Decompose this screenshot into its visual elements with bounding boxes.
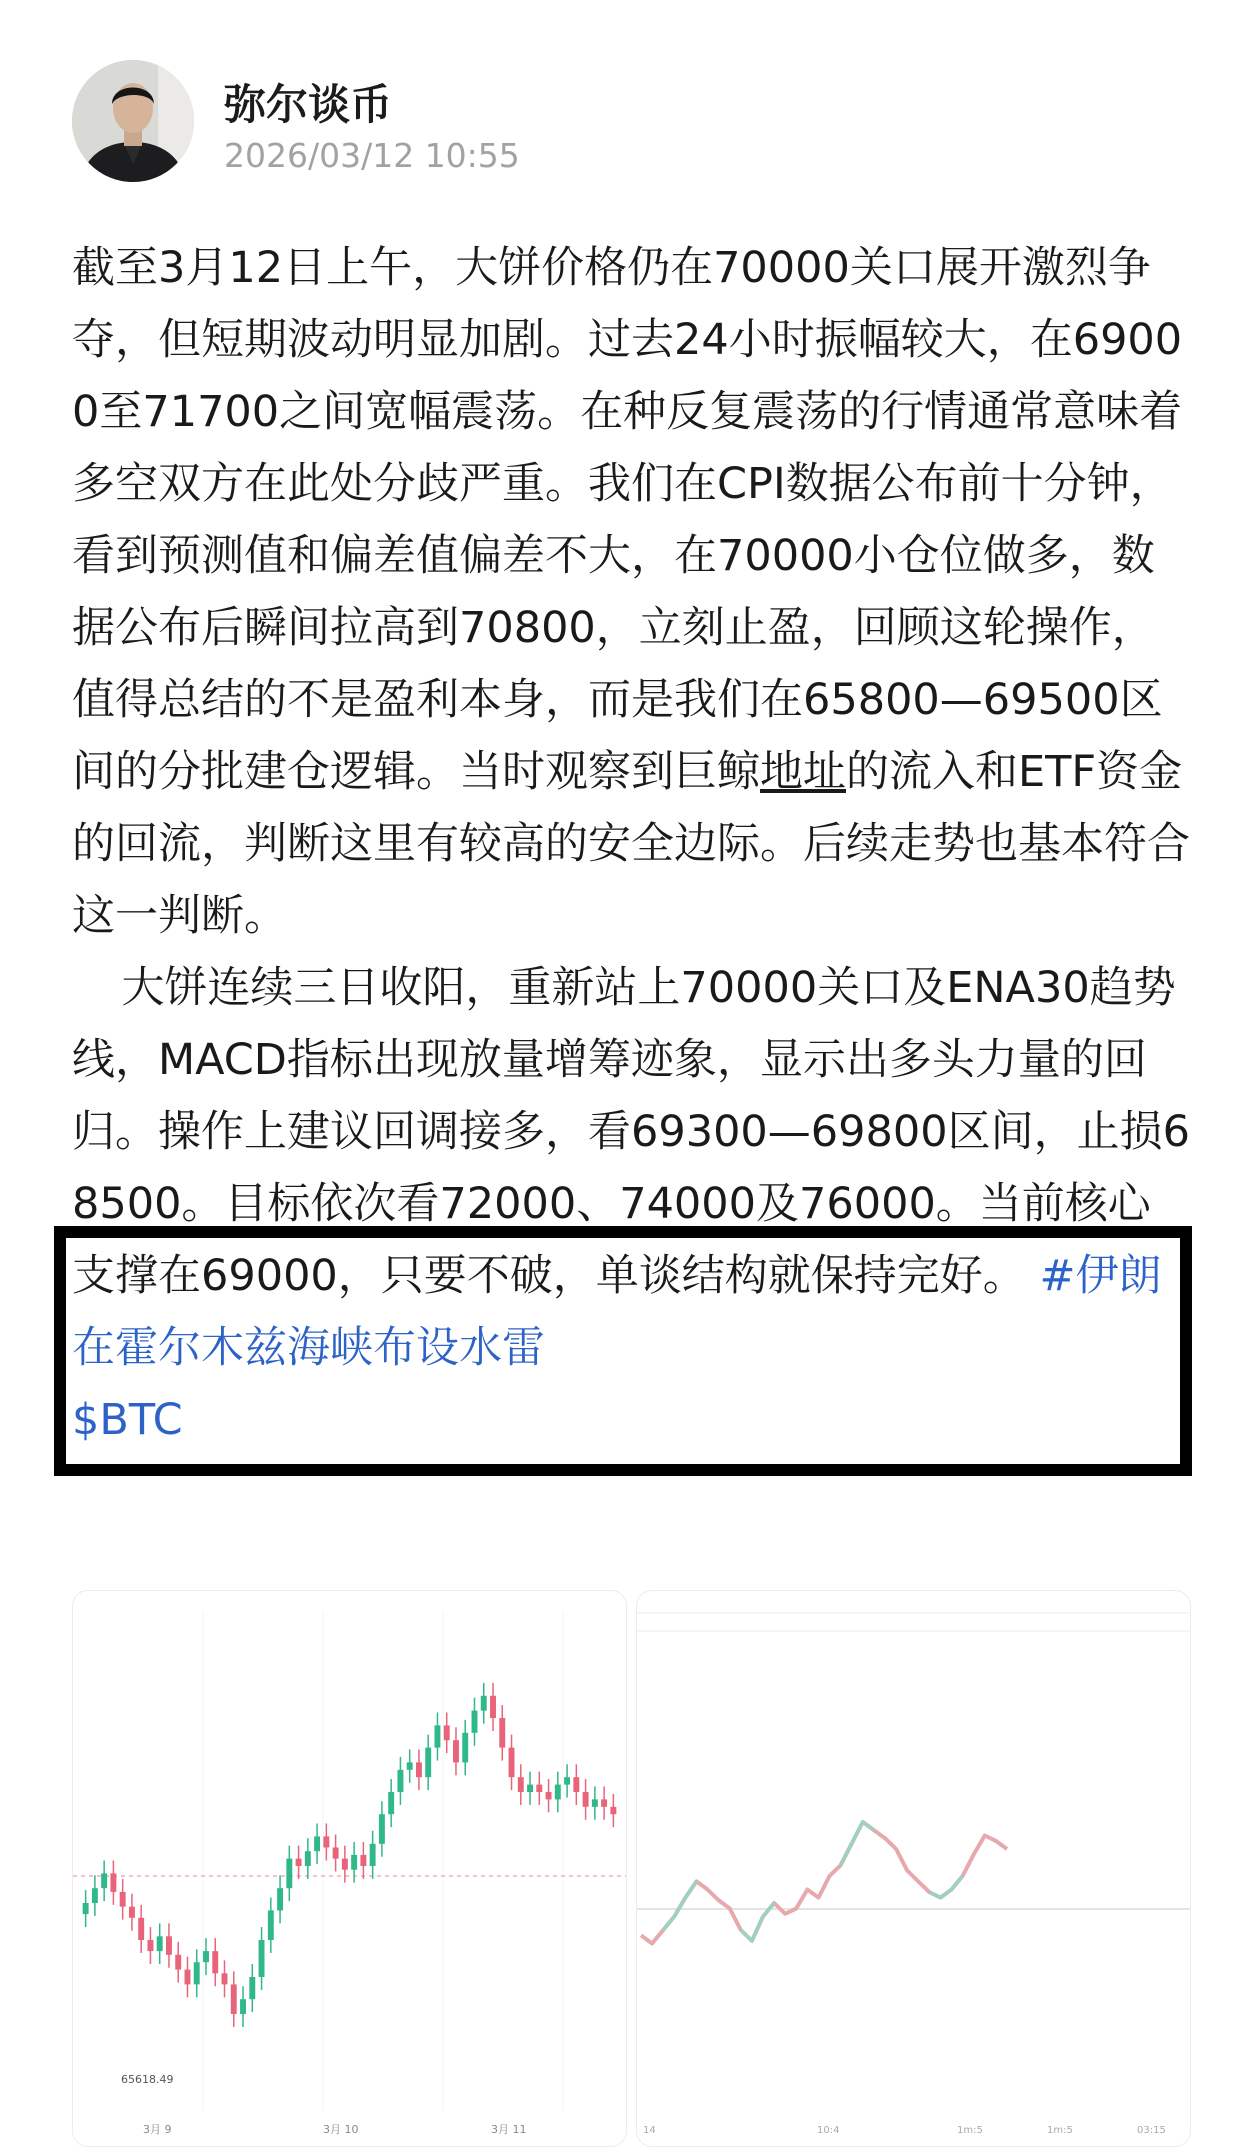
candle-body [379,1814,385,1844]
candle-body [305,1851,311,1866]
candle-body [351,1855,357,1870]
cashtag-link[interactable]: $BTC [72,1395,183,1445]
candle-body [240,1999,246,2014]
candle-body [101,1873,107,1888]
chart-image-1[interactable] [72,1590,627,2147]
candle-body [129,1907,135,1918]
candle-body [518,1777,524,1792]
candle-body [323,1836,329,1847]
x-tick-label: 3月 9 [143,2123,172,2136]
candlestick-chart [73,1591,626,2146]
candle-body [416,1762,422,1777]
candle-body [490,1696,496,1718]
candle-body [573,1777,579,1792]
candle-body [259,1940,265,1977]
candle-body [462,1733,468,1763]
candle-body [397,1770,403,1792]
post-text: 的流入和ETF资金的回流，判断这里有较高的安全边际。后续走势也基本符合这一判断。 [72,747,1190,941]
candle-body [481,1696,487,1711]
hashtag-link[interactable]: #伊朗在霍尔木兹海峡布设水雷 [72,1251,1162,1373]
candle-body [425,1748,431,1778]
candle-body [92,1888,98,1903]
candle-body [509,1748,515,1778]
x-tick-label: 1m:5 [957,2125,983,2136]
candle-body [407,1762,413,1769]
candle-body [268,1910,274,1940]
candle-body [555,1785,561,1800]
post-text: 截至3月12日上午，大饼价格仍在70000关口展开激烈争夺，但短期波动明显加剧。过去24小时振幅较大，在69000至71700之间宽幅震荡。在种反复震荡的行情通常意味着多空双方在此处分歧严重。我们在CPI数据公布前十分钟，看到预测值和偏差值偏差不大，在70000小仓位做多，数据公布后瞬间拉高到70800，立刻止盈，回顾这轮操作，值得总结的不是盈利本身，而是我们在65800—69500区间的分批建仓逻辑。当时观察到巨鲸 [72,243,1183,797]
candle-body [296,1859,302,1866]
line-chart [637,1591,1190,2146]
candle-body [157,1936,163,1951]
post-header [72,60,1192,185]
x-tick-label: 1m:5 [1047,2125,1073,2136]
candle-body [147,1940,153,1951]
post-timestamp: 2026/03/12 10:55 [224,136,520,175]
candle-body [166,1936,172,1955]
candle-body [277,1888,283,1910]
candle-body [536,1785,542,1792]
x-tick-label: 14 [643,2125,656,2136]
price-line-segment [663,1881,696,1930]
candle-body [444,1725,450,1740]
candle-body [592,1799,598,1806]
candle-body [499,1718,505,1748]
candle-body [222,1973,228,1984]
candle-body [342,1859,348,1870]
candle-body [286,1859,292,1889]
x-tick-label: 03:15 [1137,2125,1166,2136]
post-paragraph-1 [72,232,1192,952]
candle-body [185,1970,191,1985]
underlined-text: 地址 [760,747,846,797]
candle-body [370,1844,376,1866]
candle-body [527,1785,533,1792]
chart-image-2[interactable] [636,1590,1191,2147]
candle-body [314,1836,320,1851]
candle-body [453,1740,459,1762]
candle-body [138,1918,144,1940]
candle-body [231,1984,237,2014]
candle-body [194,1962,200,1984]
post-text: 大饼连续三日收阳，重新站上70000关口及ENA30趋势线，MACD指标出现放量增筹迹象，显示出多头力量的回归。操作上建议回调接多，看69300—69800区间，止损68500。目标依次看72000、74000及76000。当前核心支撑在69000，只要不破，单谈结构就保持完好。 [72,963,1190,1301]
candle-body [83,1903,89,1914]
avatar[interactable] [72,60,194,182]
candle-body [610,1807,616,1814]
author-name[interactable]: 弥尔谈币 [224,80,393,129]
candle-body [564,1777,570,1784]
candle-body [546,1792,552,1799]
candle-body [203,1951,209,1962]
x-tick-label: 3月 11 [491,2123,527,2136]
post-content [72,232,1192,1456]
candle-body [333,1848,339,1859]
candle-body [601,1799,607,1806]
candle-body [434,1725,440,1747]
price-annotation: 65618.49 [121,2073,174,2086]
candle-body [249,1977,255,1999]
candle-body [120,1892,126,1907]
candle-body [110,1873,116,1892]
x-tick-label: 3月 10 [323,2123,359,2136]
post-paragraph-2 [72,952,1192,1456]
candle-body [360,1855,366,1866]
candle-body [175,1955,181,1970]
avatar-image [72,60,194,182]
candle-body [212,1951,218,1973]
candle-body [472,1711,478,1733]
candle-body [388,1792,394,1814]
candle-body [583,1792,589,1807]
x-tick-label: 10:4 [817,2125,840,2136]
